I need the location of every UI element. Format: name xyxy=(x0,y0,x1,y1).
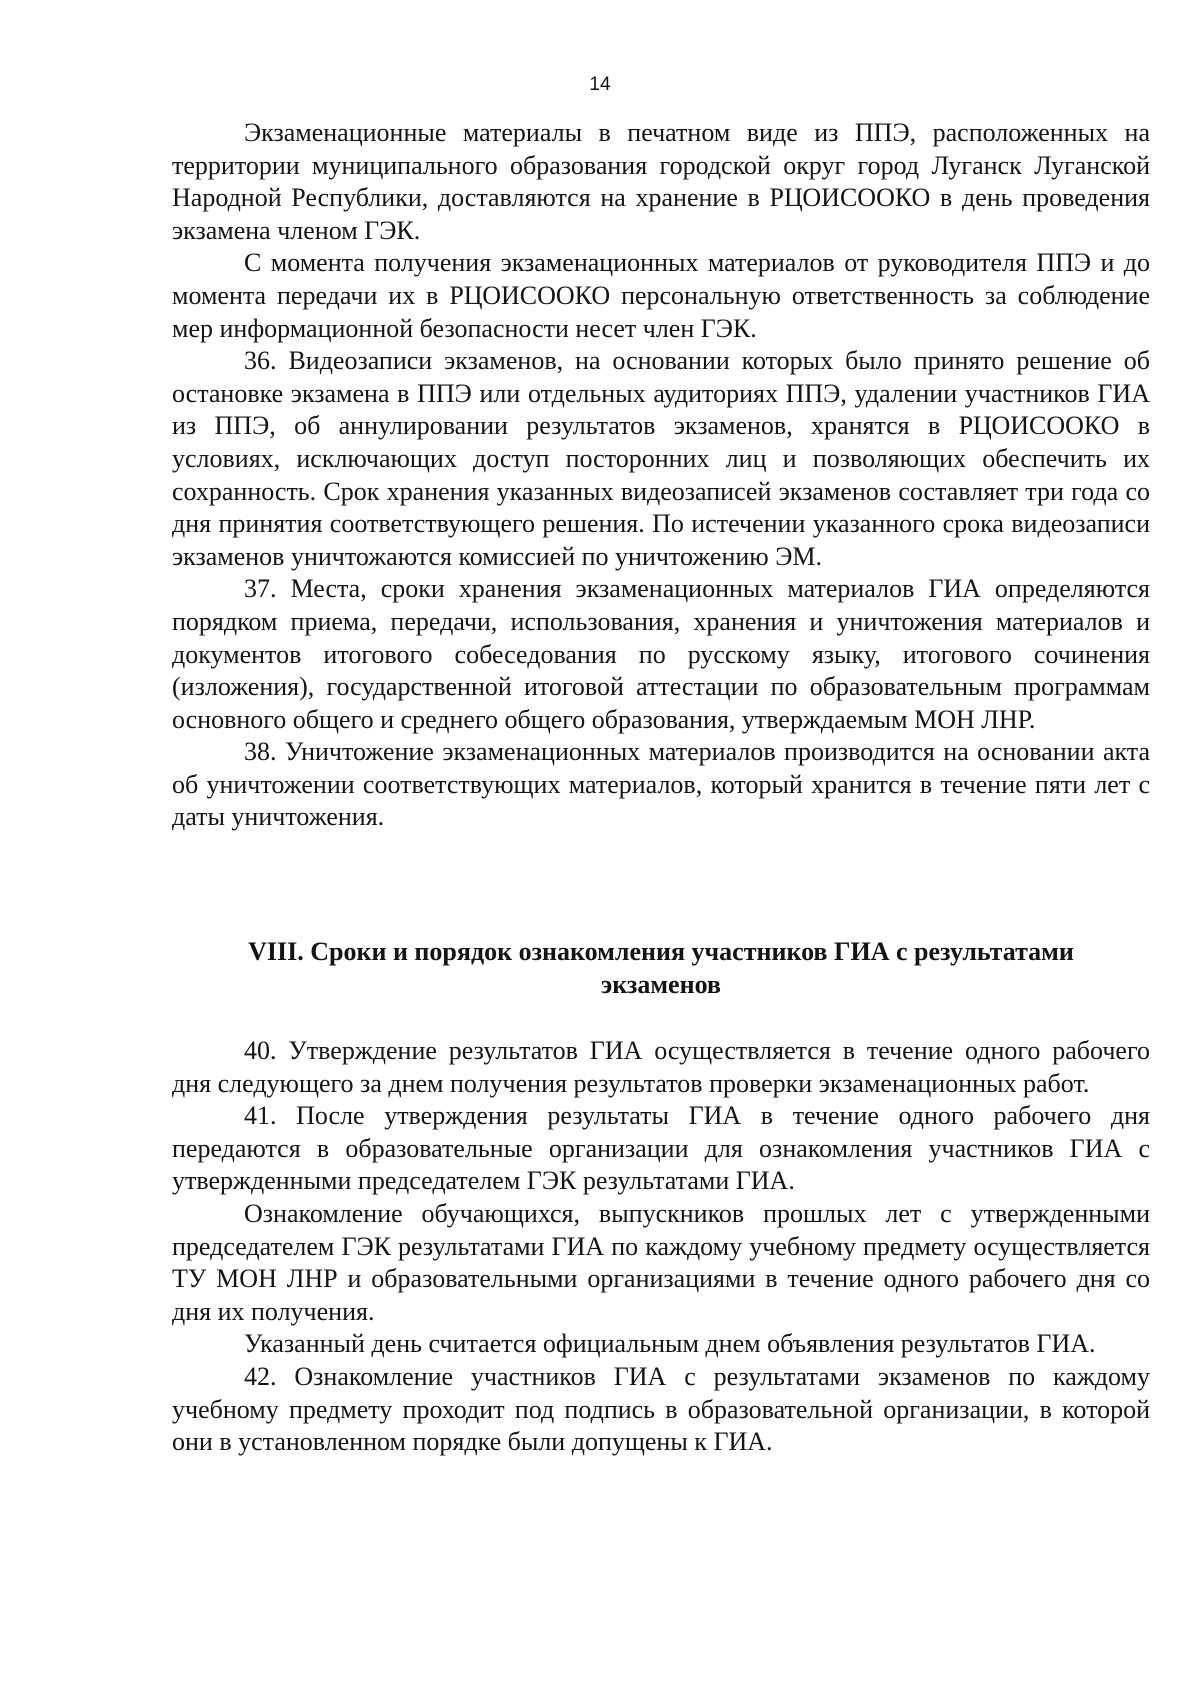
paragraph-em-storage: Экзаменационные материалы в печатном виде из ППЭ, расположенных на территории муниципального образования городской округ город Луганск Луганской Народной Республики, доставляются на хранение в РЦОИСООКО в день проведения экзамена членом ГЭК. xyxy=(172,118,1150,245)
paragraph-responsibility: С момента получения экзаменационных материалов от руководителя ППЭ и до момента передачи их в РЦОИСООКО персональную ответственность за соблюдение мер информационной безопасности несет член ГЭК. xyxy=(172,248,1150,343)
section-heading-line-2: экзаменов xyxy=(601,970,721,999)
paragraph-42-signature: 42. Ознакомление участников ГИА с результатами экзаменов по каждому учебному предмету проходит под подпись в образовательной организации, в которой они в установленном порядке были допущены к ГИА. xyxy=(172,1361,1150,1457)
section-heading xyxy=(172,935,1150,1001)
paragraph-37-storage-places: 37. Места, сроки хранения экзаменационных материалов ГИА определяются порядком приема, передачи, использования, хранения и уничтожения материалов и документов итогового собеседования по русскому языку, итогового сочинения (изложения), государственной итоговой аттестации по образовательным программам основного общего и среднего общего образования, утверждаемым МОН ЛНР. xyxy=(172,574,1150,734)
paragraph-official-day: Указанный день считается официальным днем объявления результатов ГИА. xyxy=(244,1329,1096,1359)
body-text-top xyxy=(172,117,1150,834)
paragraph-40-approval: 40. Утверждение результатов ГИА осуществляется в течение одного рабочего дня следующего за днем получения результатов проверки экзаменационных работ. xyxy=(172,1036,1150,1098)
page-number: 14 xyxy=(589,74,611,95)
section-heading-line-1: VIII. Сроки и порядок ознакомления участников ГИА с результатами xyxy=(248,937,1074,966)
paragraph-38-destruction: 38. Уничтожение экзаменационных материалов производится на основании акта об уничтожении соответствующих материалов, который хранится в течение пяти лет с даты уничтожения. xyxy=(172,737,1150,832)
paragraph-36-video-records: 36. Видеозаписи экзаменов, на основании которых было принято решение об остановке экзамена в ППЭ или отдельных аудиториях ППЭ, удалении участников ГИА из ППЭ, об аннулировании результатов экзаменов, хранятся в РЦОИСООКО в условиях, исключающих доступ посторонних лиц и позволяющих обеспечить их сохранность. Срок хранения указанных видеозаписей экзаменов составляет три года со дня принятия соответствующего решения. По истечении указанного срока видеозаписи экзаменов уничтожаются комиссией по уничтожению ЭМ. xyxy=(172,346,1150,571)
paragraph-familiarization: Ознакомление обучающихся, выпускников прошлых лет с утвержденными председателем ГЭК результатами ГИА по каждому учебному предмету осуществляется ТУ МОН ЛНР и образовательными организациями в течение одного рабочего дня со дня их получения. xyxy=(172,1198,1150,1326)
paragraph-41-transfer: 41. После утверждения результаты ГИА в течение одного рабочего дня передаются в образовательные организации для ознакомления участников ГИА с утвержденными председателем ГЭК результатами ГИА. xyxy=(172,1101,1150,1196)
body-text-bottom xyxy=(172,1035,1150,1459)
